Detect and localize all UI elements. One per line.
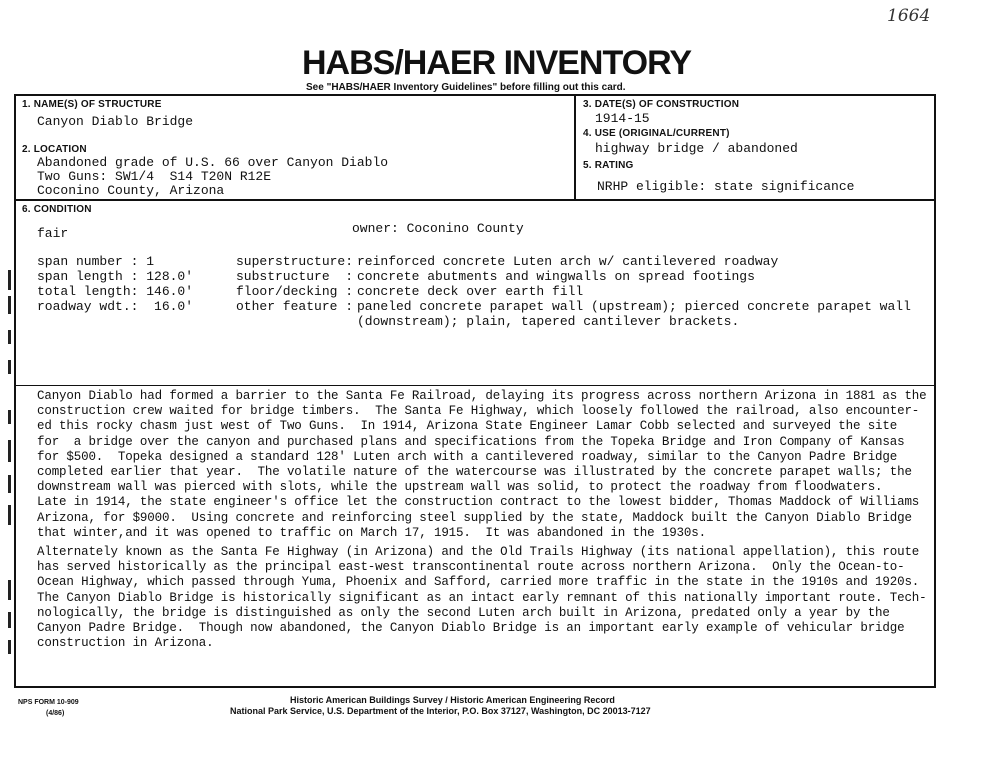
frame-bottom-rule — [14, 686, 936, 688]
use-value: highway bridge / abandoned — [595, 141, 798, 156]
spec-substructure-label: substructure : — [236, 269, 354, 284]
margin-mark — [8, 440, 11, 462]
paragraph-line: downstream wall was pierced with slots, while the upstream wall was solid, to protect the roadway from floodwaters. — [37, 480, 883, 495]
paragraph-line: Canyon Diablo had formed a barrier to the Santa Fe Railroad, delaying its progress across northern Arizona in 1881 as the — [37, 389, 927, 403]
spec-floor-value: concrete deck over earth fill — [357, 284, 584, 299]
paragraph-line: has served historically as the principal east-west transcontinental route across northern Arizona. Only the Ocean-to- — [37, 560, 905, 575]
margin-mark — [8, 270, 11, 290]
margin-mark — [8, 296, 11, 314]
paragraph-line: construction crew waited for bridge timbers. The Santa Fe Highway, which loosely followed the railroad, also encounter- — [37, 404, 920, 419]
paragraph-line: that winter,and it was opened to traffic on March 17, 1915. It was abandoned in the 1930s. — [37, 525, 706, 540]
history-paragraph-1 — [37, 389, 927, 541]
spec-span-number: span number : 1 — [37, 254, 155, 269]
frame-left-rule — [14, 94, 16, 688]
margin-mark — [8, 612, 11, 628]
margin-mark — [8, 505, 11, 525]
margin-mark — [8, 410, 11, 424]
condition-value: fair — [37, 226, 69, 241]
spec-floor-label: floor/decking : — [236, 284, 354, 299]
spec-substructure-value: concrete abutments and wingwalls on spread footings — [357, 269, 755, 284]
rating-value: NRHP eligible: state significance — [597, 179, 855, 194]
paragraph-line: for $500. Topeka designed a standard 128' Luten arch with a cantilevered roadway, similar to the Canyon Padre Bridge — [37, 449, 898, 464]
paragraph-line: for a bridge over the canyon and purchased plans and specifications from the Topeka Bridge and Iron Company of Kansas — [37, 434, 905, 449]
paragraph-line: Ocean Highway, which passed through Yuma, Phoenix and Safford, carried more traffic in the state in the 1910s and 1920s. — [37, 575, 920, 590]
paragraph-line: Arizona, for $9000. Using concrete and reinforcing steel supplied by the state, Maddock built the Canyon Diablo Bridge — [37, 510, 912, 525]
spec-other-value: paneled concrete parapet wall (upstream); pierced concrete parapet wall — [357, 299, 911, 314]
dates-label: 3. DATE(S) OF CONSTRUCTION — [583, 99, 740, 110]
spec-superstructure-value: reinforced concrete Luten arch w/ cantilevered roadway — [357, 254, 779, 269]
location-line: Coconino County, Arizona — [37, 183, 225, 198]
location-label: 2. LOCATION — [22, 144, 87, 155]
spec-roadway-width: roadway wdt.: 16.0' — [37, 299, 194, 314]
page-title: HABS/HAER INVENTORY — [302, 44, 692, 82]
section-divider-horizontal — [14, 199, 936, 201]
use-label: 4. USE (ORIGINAL/CURRENT) — [583, 128, 730, 139]
form-number: NPS FORM 10-909 — [18, 699, 79, 706]
condition-divider — [14, 385, 936, 386]
paragraph-line: Alternately known as the Santa Fe Highway (in Arizona) and the Old Trails Highway (its national appellation), this route — [37, 545, 920, 559]
handwritten-number: 1664 — [887, 6, 931, 26]
paragraph-line: completed earlier that year. The volatile nature of the watercourse was illustrated by the concrete parapet walls; the — [37, 465, 912, 480]
paragraph-line: Late in 1914, the state engineer's office let the construction contract to the lowest bidder, Thomas Maddock of Williams — [37, 495, 920, 510]
footer-agency-line: Historic American Buildings Survey / Historic American Engineering Record — [290, 695, 615, 705]
margin-mark — [8, 360, 11, 374]
margin-mark — [8, 640, 11, 654]
spec-span-length: span length : 128.0' — [37, 269, 194, 284]
footer-address-line: National Park Service, U.S. Department of the Interior, P.O. Box 37127, Washington, DC 20013-7127 — [230, 706, 651, 716]
dates-value: 1914-15 — [595, 111, 650, 126]
paragraph-line: Canyon Padre Bridge. Though now abandoned, the Canyon Diablo Bridge is an important early example of vehicular bridge — [37, 621, 905, 636]
spec-other-value-cont: (downstream); plain, tapered cantilever brackets. — [357, 314, 740, 329]
margin-mark — [8, 330, 11, 344]
frame-right-rule — [934, 94, 936, 688]
paragraph-line: ed this rocky chasm just west of Two Guns. In 1914, Arizona State Engineer Lamar Cobb selected and surveyed the site — [37, 419, 898, 434]
rating-label: 5. RATING — [583, 160, 634, 171]
location-line: Two Guns: SW1/4 S14 T20N R12E — [37, 169, 272, 184]
history-paragraph-2 — [37, 545, 927, 651]
frame-top-rule — [14, 94, 936, 96]
name-label: 1. NAME(S) OF STRUCTURE — [22, 99, 162, 110]
location-line: Abandoned grade of U.S. 66 over Canyon Diablo — [37, 155, 389, 170]
paragraph-line: construction in Arizona. — [37, 636, 214, 651]
paragraph-line: nologically, the bridge is distinguished as only the second Luten arch built in Arizona, predated only a year by the — [37, 605, 890, 620]
section-divider-vertical — [574, 94, 576, 200]
owner-value: owner: Coconino County — [352, 221, 524, 236]
margin-mark — [8, 475, 11, 493]
paragraph-line: The Canyon Diablo Bridge is historically significant as an intact early remnant of this nationally important route. Tech- — [37, 590, 927, 605]
condition-label: 6. CONDITION — [22, 204, 92, 215]
page-subtitle: See "HABS/HAER Inventory Guidelines" before filling out this card. — [306, 82, 626, 93]
spec-superstructure-label: superstructure: — [236, 254, 354, 269]
spec-total-length: total length: 146.0' — [37, 284, 194, 299]
name-value: Canyon Diablo Bridge — [37, 114, 194, 129]
margin-mark — [8, 580, 11, 600]
spec-other-label: other feature : — [236, 299, 354, 314]
form-date: (4/86) — [46, 710, 65, 717]
